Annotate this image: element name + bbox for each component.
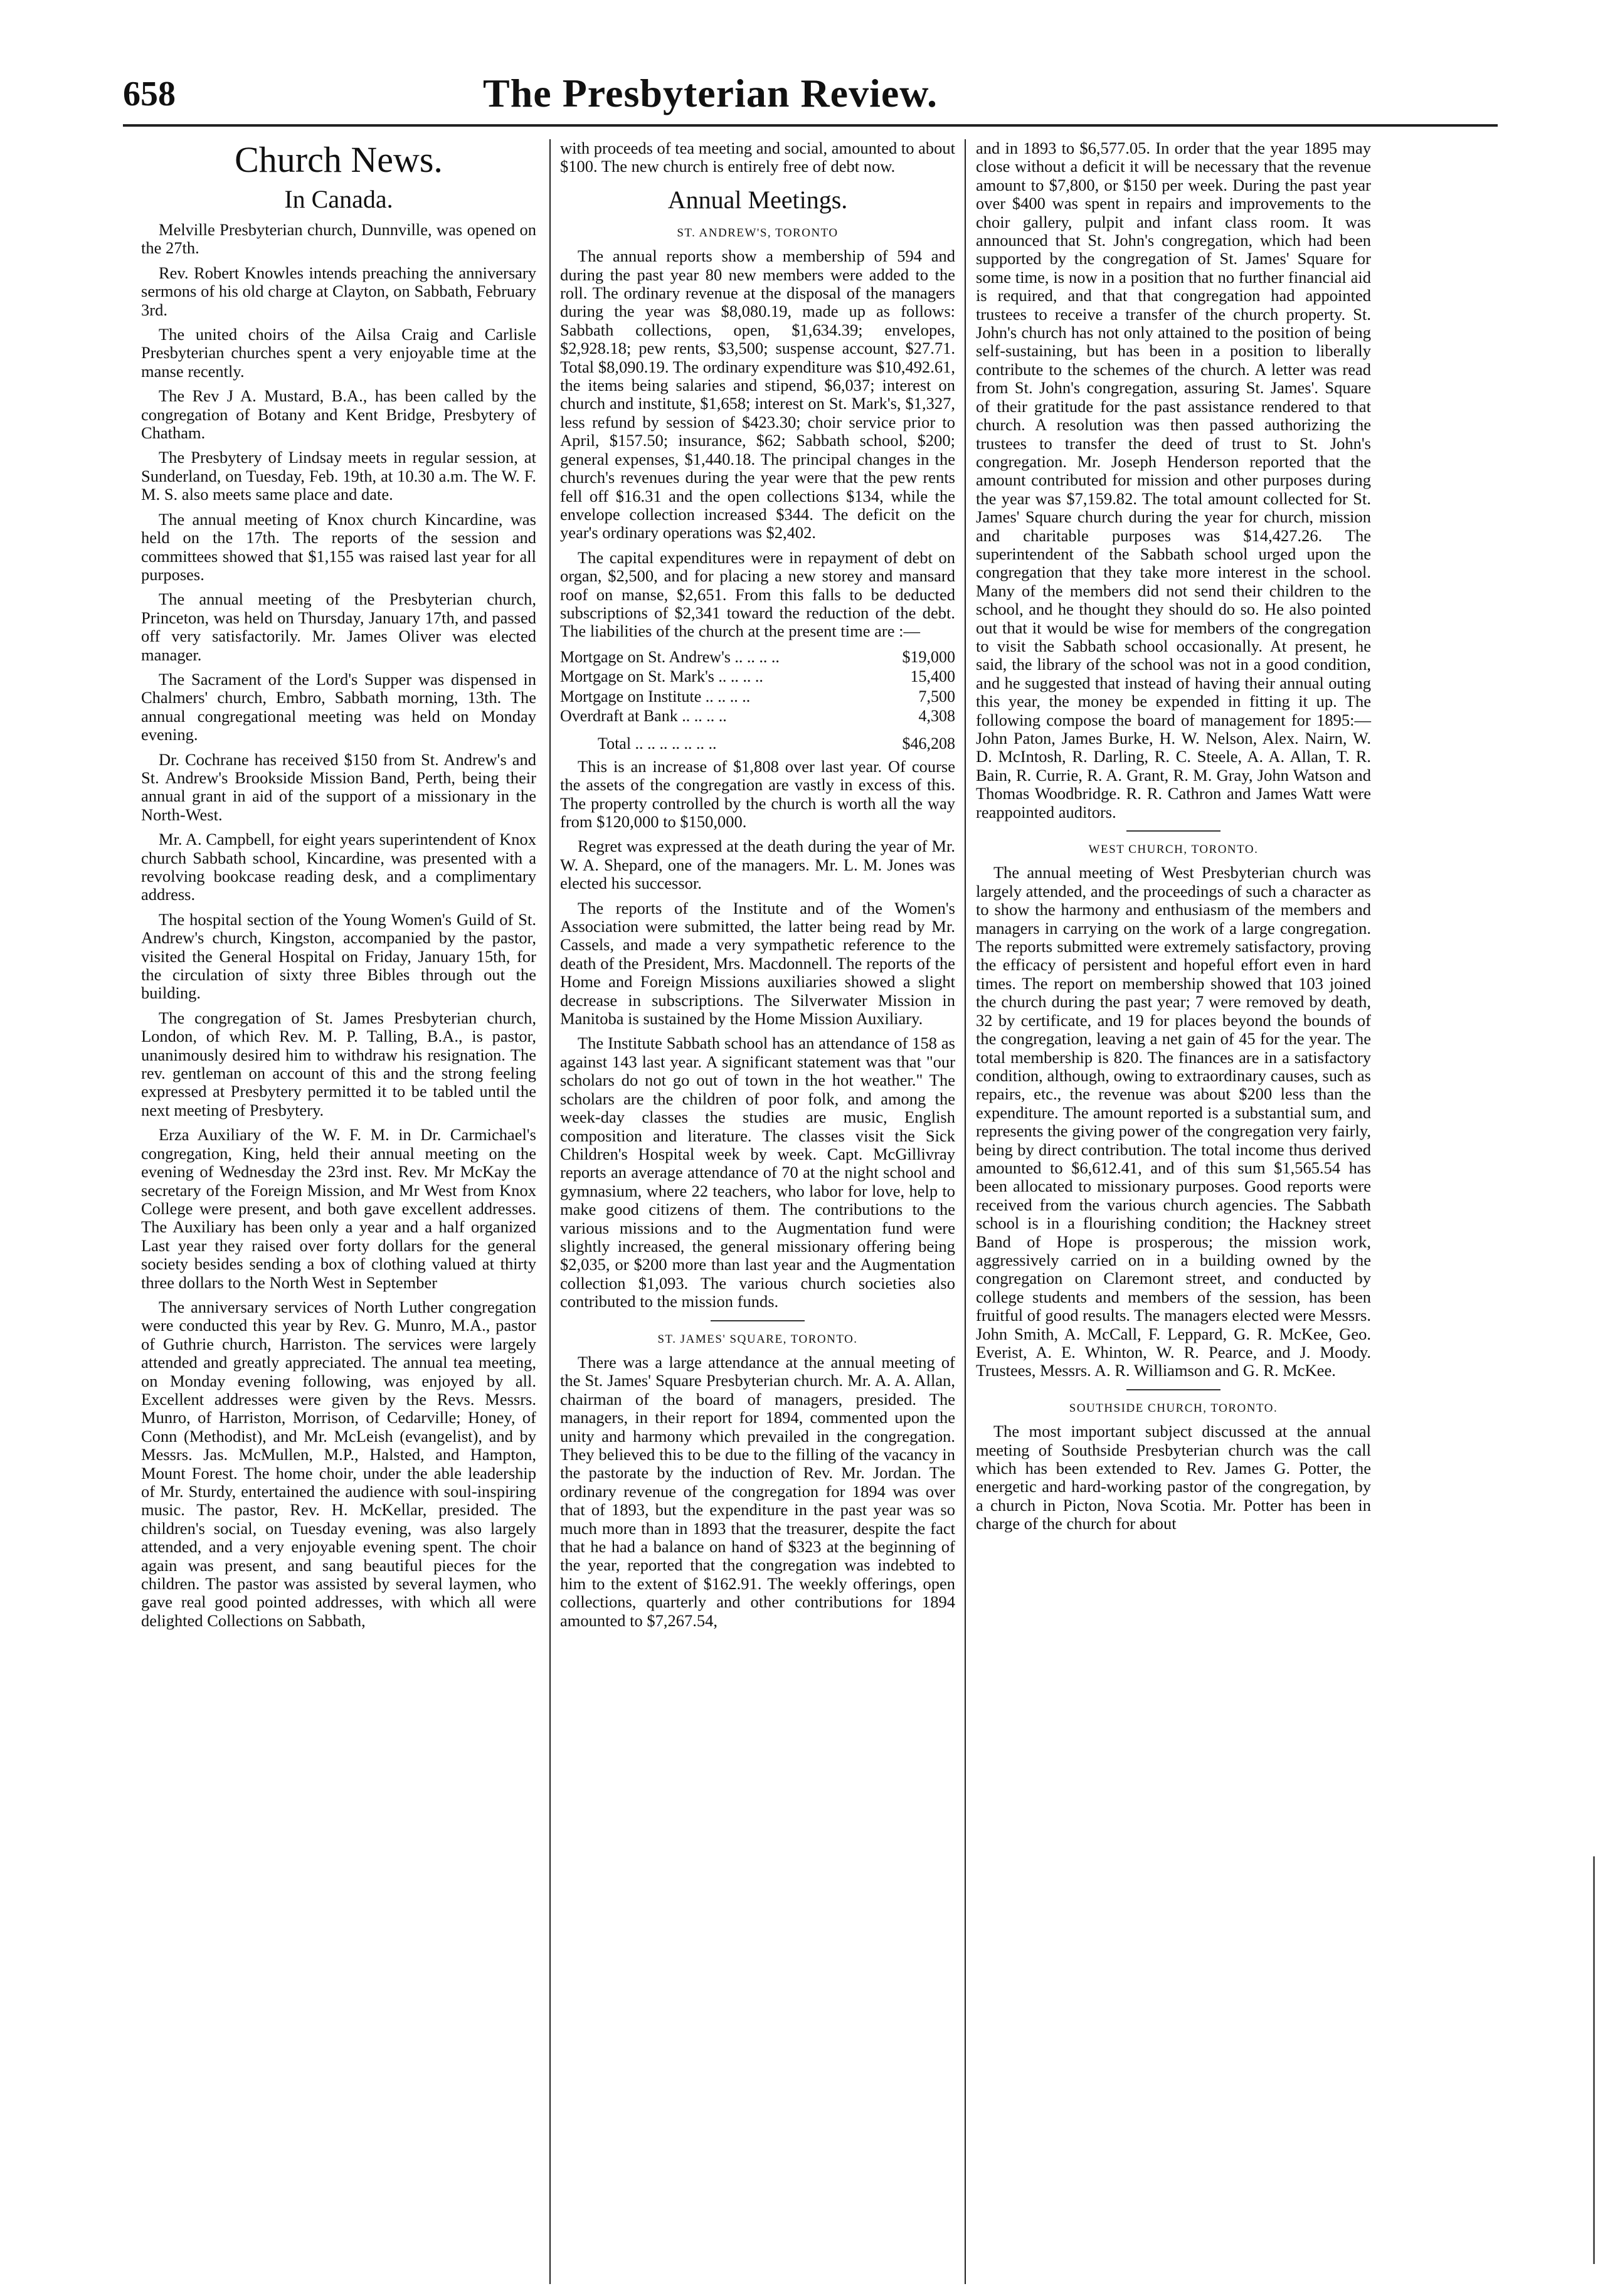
liability-amount: $19,000	[902, 647, 955, 666]
liability-amount: 4,308	[918, 706, 955, 725]
st-james-report	[560, 1353, 955, 1630]
news-items	[141, 221, 536, 1630]
news-item: The hospital section of the Young Women's Guild of St. Andrew's church, Kingston, accompanied by the pastor, visited the General Hospital on Friday, January 15th, for the circulation of sixty three Bibles through out the building.	[141, 909, 536, 1003]
southside-church-subhead: SOUTHSIDE CHURCH, TORONTO.	[1069, 1401, 1278, 1415]
news-item: The Sacrament of the Lord's Supper was dispensed in Chalmers' church, Embro, Sabbath morning, 13th. The annual congregational meeting was held on Monday evening.	[141, 669, 536, 744]
continued-paragraph: and in 1893 to $6,577.05. In order that the year 1895 may close without a deficit it will be necessary that the revenue amount to $7,800, or $150 per week. During the past year over $400 was spent in repairs and improvements to the choir gallery, pulpit and infant class room. It was announced that St. John's congregation, which had been supported by the congregation of St. James' Square for some time, is now in a position that no further financial aid is required, and that that congregation had appointed trustees to receive a transfer of the church property. St. John's church has not only attained to the position of being self-sustaining, but has been in a position to liberally contribute to the schemes of the church. A letter was read from St. John's congregation, assuring St. James'. Square of their gratitude for the past assistance rendered to that church. A resolution was then passed authorizing the trustees to transfer the deed of trust to St. John's congregation. Mr. Joseph Henderson reported that the amount contributed for mission and other purposes during the year was $7,159.82. The total amount collected for St. James' Square church during the year for church, mission and charitable purposes was $14,427.26. The superintendent of the Sabbath school urged upon the congregation that they take more interest in the school. Many of the members did not send their children to the school, and he thought they should do so. He also pointed out that it would be wise for members of the congregation to visit the Sabbath school occasionally. At present, he said, the library of the school was not in a good condition, and he suggested that instead of having their annual outing this year, the money be expended in fitting it up. The following compose the board of management for 1895:—John Paton, James Burke, H. W. Nelson, Alex. Nairn, W. D. McIntosh, R. Darling, R. C. Steele, A. A. Allan, T. R. Bain, R. Currie, R. A. Grant, R. M. Gray, John Watson and Thomas Woodbridge. R. R. Cathron and James Watt were reappointed auditors.	[976, 139, 1371, 822]
st-andrews-subhead: ST. ANDREW'S, TORONTO	[677, 226, 839, 240]
page-number: 658	[123, 75, 176, 114]
news-item: Erza Auxiliary of the W. F. M. in Dr. Carmichael's congregation, King, held their annual meeting on the evening of Wednesday the 23rd inst. Rev. Mr McKay the secretary of the Foreign Mission, and Mr West from Knox College were present, and both gave excellent addresses. The Auxiliary has been only a year and a half organized Last year they raised over forty dollars for the general society besides sending a box of clothing valued at thirty three dollars to the North West in September	[141, 1125, 536, 1292]
news-item: Melville Presbyterian church, Dunnville, was opened on the 27th.	[141, 220, 536, 258]
continued-paragraph: with proceeds of tea meeting and social, amounted to about $100. The new church is entirely free of debt now.	[560, 139, 955, 176]
column-divider-2	[965, 139, 966, 2284]
section-rule	[1126, 1389, 1220, 1390]
section-title: Church News.	[235, 139, 443, 180]
report-paragraph: The annual reports show a membership of 594 and during the past year 80 new members were added to the roll. The ordinary revenue at the disposal of the managers during the year was $8,080.19, made up as follows: Sabbath collections, open, $1,634.39; envelopes, $2,928.18; pew rents, $3,500; suspense account, $27.71. Total $8,090.19. The ordinary expenditure was $10,492.61, the items being salaries and stipend, $6,037; interest on church and institute, $1,658; interest on St. Mark's, $1,327, less refund by session of $423.30; choir service prior to April, $157.50; insurance, $62; Sabbath school, $200; general expenses, $1,440.18. The principal changes in the church's revenues during the year were that the pew rents fell off $16.31 and the open collections $134, while the envelope collection increased $344. The deficit on the year's ordinary operations was $2,402.	[560, 246, 955, 542]
news-item: The Rev J A. Mustard, B.A., has been called by the congregation of Botany and Kent Bridge, Presbytery of Chatham.	[141, 386, 536, 443]
liability-amount: 7,500	[918, 687, 955, 706]
west-church-report	[976, 864, 1371, 1380]
west-church-subhead: WEST CHURCH, TORONTO.	[1088, 843, 1259, 857]
news-item: The annual meeting of Knox church Kincardine, was held on the 17th. The reports of the session and committees showed that $1,155 was raised last year for all purposes.	[141, 509, 536, 584]
news-item: Rev. Robert Knowles intends preaching the anniversary sermons of his old charge at Clayton, on Sabbath, February 3rd.	[141, 263, 536, 319]
news-item: The congregation of St. James Presbyterian church, London, of which Rev. M. P. Talling, B.A., is pastor, unanimously desired him to withdraw his resignation. The rev. gentleman on account of this and the strong feeling expressed at Presbytery permitted it to be tabled until the next meeting of Presbytery.	[141, 1008, 536, 1119]
liability-row	[560, 647, 955, 667]
st-andrews-report	[560, 247, 955, 641]
news-item: The united choirs of the Ailsa Craig and Carlisle Presbyterian churches spent a very enjoyable time at the manse recently.	[141, 325, 536, 381]
column-annual-meetings	[560, 139, 955, 1636]
report-paragraph: This is an increase of $1,808 over last year. Of course the assets of the congregation are vastly in excess of this. The property controlled by the church is worth all the way from $120,000 to $150,000.	[560, 756, 955, 831]
report-paragraph: There was a large attendance at the annual meeting of the St. James' Square Presbyterian church. Mr. A. A. Allan, chairman of the board of managers, presided. The managers, in their report for 1894, commented upon the unity and harmony which prevailed in the congregation. They believed this to be due to the filling of the vacancy in the pastorate by the induction of Rev. Mr. Jordan. The ordinary revenue of the congregation for 1894 was over that of 1893, but the expenditure in the past year was so much more than in 1893 that the treasurer, despite the fact that he had a balance on hand of $323 at the beginning of the year, reported that the congregation was indebted to him to the extent of $162.91. The weekly offerings, open collections, quarterly and other contributions for 1894 amounted to $7,267.54,	[560, 1352, 955, 1630]
st-andrews-report-continued	[560, 758, 955, 1311]
journal-title: The Presbyterian Review.	[483, 71, 938, 115]
liability-total-label: Total .. .. .. .. .. .. ..	[598, 734, 717, 753]
news-item: Mr. A. Campbell, for eight years superintendent of Knox church Sabbath school, Kincardine, was presented with a revolving bookcase reading desk, and a complimentary address.	[141, 830, 536, 904]
section-rule	[711, 1320, 805, 1321]
liability-row	[560, 667, 955, 686]
news-item: The annual meeting of the Presbyterian church, Princeton, was held on Thursday, January 17th, and passed off very satisfactorily. Mr. James Oliver was elected manager.	[141, 590, 536, 664]
section-rule	[1126, 830, 1220, 832]
column-reports	[976, 139, 1371, 1540]
liability-label: Mortgage on Institute .. .. .. ..	[560, 687, 751, 706]
liability-amount: 15,400	[910, 667, 955, 686]
liability-label: Mortgage on St. Mark's .. .. .. ..	[560, 667, 763, 686]
southside-church-report	[976, 1422, 1371, 1533]
report-paragraph: The reports of the Institute and of the Women's Association were submitted, the latter being read by Mr. Cassels, and made a very sympathetic reference to the death of the President, Mrs. Macdonnell. The reports of the Home and Foreign Missions auxiliaries showed a slight decrease in subscriptions. The Silverwater Mission in Manitoba is sustained by the Home Mission Auxiliary.	[560, 898, 955, 1029]
liability-total-row	[560, 726, 955, 753]
st-james-subhead: ST. JAMES' SQUARE, TORONTO.	[657, 1332, 858, 1346]
news-item: The Presbytery of Lindsay meets in regular session, at Sunderland, on Tuesday, Feb. 19th, at 10.30 a.m. The W. F. M. S. also meets same place and date.	[141, 448, 536, 504]
section-subtitle: In Canada.	[284, 185, 393, 213]
header-rule	[123, 124, 1498, 127]
liability-total-amount: $46,208	[902, 734, 955, 753]
report-paragraph: The most important subject discussed at the annual meeting of Southside Presbyterian church was the call which has been extended to Rev. James G. Potter, the energetic and hard-working pastor of the congregation, by a church in Picton, Nova Scotia. Mr. Potter has been in charge of the church for about	[976, 1422, 1371, 1533]
annual-meetings-heading: Annual Meetings.	[667, 185, 848, 214]
report-paragraph: The annual meeting of West Presbyterian church was largely attended, and the proceedings of such a character as to show the harmony and enthusiasm of the members and managers in carrying on the work of a large congregation. The reports submitted were extremely satisfactory, proving the efficacy of persistent and hopeful effort even in hard times. The report on membership showed that 103 joined the church during the past year; 7 were removed by death, 32 by certificate, and 19 for places beyond the bounds of the congregation, leaving a net gain of 45 for the year. The total membership is 820. The finances are in a satisfactory condition, although, owing to extraordinary causes, such as repairs, etc., the revenue was about $200 less than the expenditure. The amount reported is a substantial sum, and represents the giving power of the congregation very fairly, being by direct contribution. The total income thus derived amounted to $6,612.41, and of this sum $1,565.54 has been allocated to missionary purposes. Good reports were received from the various church agencies. The Sabbath school is in a flourishing condition; the Hackney street Band of Hope is prosperous; the mission work, aggressively carried on in a building owned by the congregation on Claremont street, and conducted by college students and members of the session, has been fruitful of good results. The managers elected were Messrs. John Smith, A. McCall, F. Leppard, G. R. McKee, Geo. Everist, A. E. Whinton, W. R. Pearce, and J. Moody. Trustees, Messrs. A. R. Williamson and G. R. McKee.	[976, 863, 1371, 1380]
column-divider-1	[549, 139, 551, 2284]
report-paragraph: Regret was expressed at the death during the year of Mr. W. A. Shepard, one of the managers. Mr. L. M. Jones was elected his successor.	[560, 837, 955, 893]
liability-label: Overdraft at Bank .. .. .. ..	[560, 706, 727, 725]
news-item: The anniversary services of North Luther congregation were conducted this year by Rev. G. Munro, M.A., pastor of Guthrie church, Harriston. The services were largely attended and greatly appreciated. The annual tea meeting, on Monday evening following, was enjoyed by all. Excellent addresses were given by the Revs. Messrs. Munro, of Harriston, Morrison, of Cedarville; Honey, of Conn (Methodist), and Mr. McLeish (evangelist), and by Messrs. Jas. McMullen, M.P., Halsted, and Hampton, Mount Forest. The home choir, under the able leadership of Mr. Sturdy, entertained the audience with soul-inspiring music. The pastor, Rev. H. McKellar, presided. The children's social, on Tuesday evening, was also largely attended, and a very enjoyable evening spent. The choir again was present, and sang beautiful pieces for the children. The pastor was assisted by several laymen, who gave real good pointed addresses, with which all were delighted Collections on Sabbath,	[141, 1297, 536, 1630]
report-paragraph: The Institute Sabbath school has an attendance of 158 as against 143 last year. A significant statement was that "our scholars do not go out of town in the hot weather." The scholars are the children of poor folk, and among the week-day classes the studies are music, English composition and literature. The classes visit the Sick Children's Hospital week by week. Capt. McGillivray reports an average attendance of 70 at the night school and gymnasium, where 22 teachers, who labor for love, help to make good citizens of them. The contributions to the various missions and to the Augmentation fund were slightly increased, the general missionary offering being $2,035, or $200 more than last year and the Augmentation collection $1,093. The various church societies also contributed to the mission funds.	[560, 1034, 955, 1311]
column-church-news	[141, 139, 536, 1636]
news-item: Dr. Cochrane has received $150 from St. Andrew's and St. Andrew's Brookside Mission Band, Perth, being their annual grant in aid of the support of a missionary in the North-West.	[141, 749, 536, 824]
liabilities-table	[560, 647, 955, 754]
liability-row	[560, 687, 955, 706]
liability-row	[560, 706, 955, 726]
liability-label: Mortgage on St. Andrew's .. .. .. ..	[560, 647, 780, 666]
report-paragraph: The capital expenditures were in repayment of debt on organ, $2,500, and for placing a new storey and mansard roof on manse, $2,651. From this falls to be deducted subscriptions of $2,341 toward the reduction of the debt. The liabilities of the church at the present time are :—	[560, 548, 955, 641]
right-margin-mark	[1593, 1856, 1595, 2264]
